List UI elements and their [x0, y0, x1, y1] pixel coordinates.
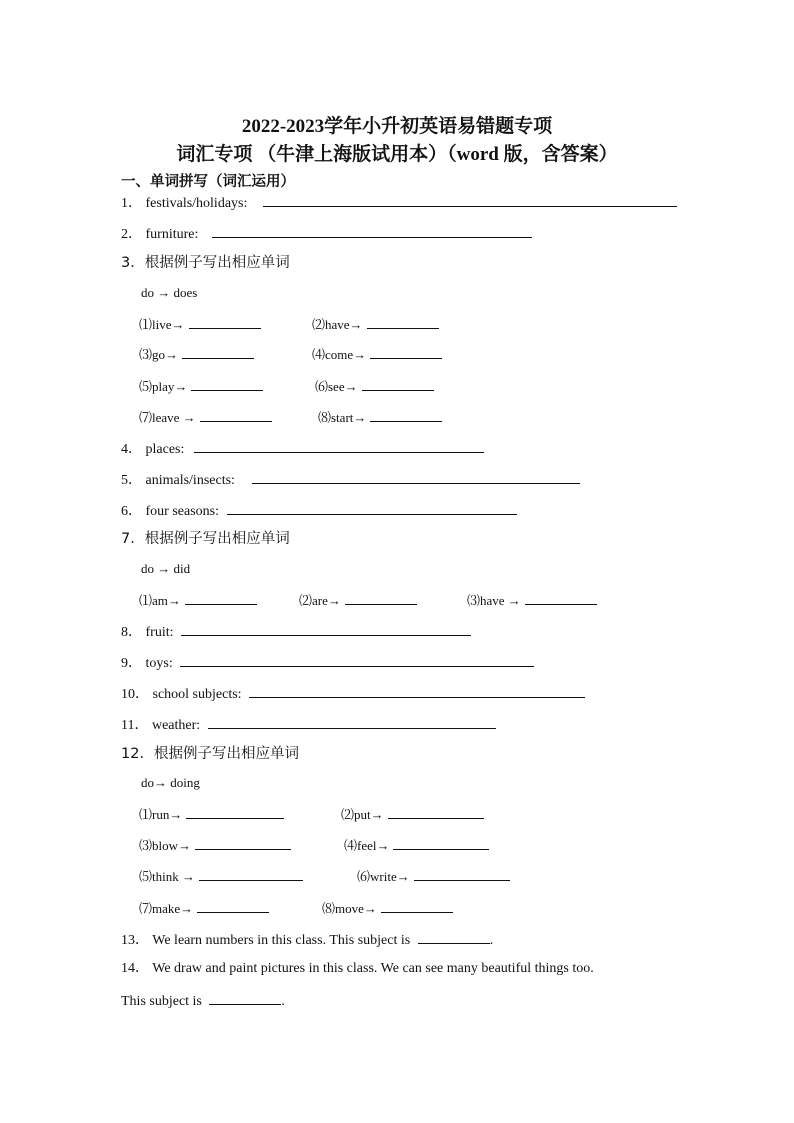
question-prompt: school subjects: — [152, 687, 242, 702]
question-number: 3． — [121, 255, 145, 271]
question-prompt: fruit: — [145, 625, 174, 640]
answer-blank[interactable] — [194, 438, 484, 453]
answer-blank[interactable] — [186, 804, 284, 819]
sub-item — [139, 590, 257, 609]
answer-blank[interactable] — [345, 590, 417, 605]
sub-item-label: ⑶go→ — [139, 347, 179, 362]
sub-item-label: ⑺make→ — [139, 901, 194, 916]
question-prompt: places: — [145, 442, 185, 457]
question-5 — [121, 469, 580, 490]
sub-item-label: ⑹write→ — [357, 869, 410, 884]
sub-item-label: ⑵are→ — [299, 593, 341, 608]
page-title: 2022-2023学年小升初英语易错题专项 — [241, 116, 553, 137]
sub-item-label: ⑶blow→ — [139, 838, 192, 853]
sub-item — [139, 866, 303, 885]
answer-blank[interactable] — [212, 223, 532, 238]
sub-item-label: ⑷come→ — [312, 347, 367, 362]
question-14 — [121, 960, 594, 978]
example: do → did — [141, 561, 191, 576]
answer-blank[interactable] — [209, 990, 281, 1005]
question-8 — [121, 621, 471, 642]
answer-blank[interactable] — [208, 714, 496, 729]
question-number: 5． — [121, 473, 142, 488]
answer-blank[interactable] — [370, 407, 442, 422]
question-prompt-continued: This subject is — [121, 994, 202, 1009]
question-2 — [121, 223, 532, 244]
sub-item-label: ⑵put→ — [341, 807, 384, 822]
sub-item — [341, 804, 484, 823]
answer-blank[interactable] — [263, 192, 677, 207]
sub-item — [139, 376, 263, 395]
question-number: 13． — [121, 933, 149, 948]
question-9 — [121, 652, 534, 673]
answer-blank[interactable] — [185, 590, 257, 605]
sub-item — [312, 344, 442, 363]
answer-blank[interactable] — [362, 376, 434, 391]
sentence-end: . — [281, 994, 285, 1009]
question-number: 6． — [121, 504, 142, 519]
question-6 — [121, 500, 517, 521]
question-number: 9． — [121, 656, 142, 671]
question-number: 2． — [121, 227, 142, 242]
answer-blank[interactable] — [180, 652, 534, 667]
page-subtitle: 词汇专项 （牛津上海版试用本）（word 版，含答案） — [176, 144, 618, 165]
question-number: 11． — [121, 718, 149, 733]
question-number: 4． — [121, 442, 142, 457]
question-prompt: toys: — [145, 656, 173, 671]
question-number: 7． — [121, 531, 145, 547]
question-7 — [121, 530, 290, 548]
answer-blank[interactable] — [414, 866, 510, 881]
question-number: 8． — [121, 625, 142, 640]
answer-blank[interactable] — [189, 314, 261, 329]
question-number: 10． — [121, 687, 149, 702]
question-prompt: We draw and paint pictures in this class. We can see many beautiful things too. — [152, 961, 594, 976]
question-prompt: furniture: — [145, 227, 199, 242]
sub-item-label: ⑺leave → — [139, 410, 196, 425]
answer-blank[interactable] — [181, 621, 471, 636]
sub-item-label: ⑷feel→ — [344, 838, 390, 853]
question-prompt: weather: — [151, 718, 201, 733]
question-12 — [121, 745, 299, 763]
question-prompt: animals/insects: — [145, 473, 235, 488]
sub-item — [139, 344, 254, 363]
sub-item — [139, 314, 261, 333]
answer-blank[interactable] — [197, 898, 269, 913]
sub-item — [312, 314, 439, 333]
sub-item — [139, 804, 284, 823]
sub-item-label: ⑻start→ — [318, 410, 367, 425]
sub-item — [467, 590, 597, 609]
sub-item-label: ⑵have→ — [312, 317, 363, 332]
sub-item — [315, 376, 434, 395]
answer-blank[interactable] — [249, 683, 585, 698]
answer-blank[interactable] — [199, 866, 303, 881]
section-heading: 一、单词拼写（词汇运用） — [121, 174, 295, 190]
answer-blank[interactable] — [227, 500, 517, 515]
sub-item — [344, 835, 489, 854]
question-4 — [121, 438, 484, 459]
question-number: 14． — [121, 961, 149, 976]
question-prompt: four seasons: — [145, 504, 219, 519]
example: do → does — [141, 285, 198, 300]
question-10 — [121, 683, 585, 704]
question-number: 12． — [121, 746, 154, 762]
question-prompt: 根据例子写出相应单词 — [153, 746, 299, 762]
sub-item — [318, 407, 442, 426]
sentence-end: . — [489, 933, 494, 948]
question-13 — [121, 929, 493, 950]
answer-blank[interactable] — [381, 898, 453, 913]
sub-item — [139, 407, 272, 426]
question-3 — [121, 254, 290, 272]
answer-blank[interactable] — [418, 929, 490, 944]
sub-item — [139, 835, 291, 854]
question-prompt: 根据例子写出相应单词 — [144, 531, 290, 547]
question-11 — [121, 714, 496, 735]
sub-item-label: ⑴am→ — [139, 593, 181, 608]
question-prompt: festivals/holidays: — [145, 196, 248, 211]
example: do→ doing — [141, 775, 200, 790]
sub-item — [322, 898, 453, 917]
question-14-continued — [121, 990, 285, 1011]
answer-blank[interactable] — [252, 469, 580, 484]
sub-item-label: ⑹see→ — [315, 379, 358, 394]
answer-blank[interactable] — [388, 804, 484, 819]
answer-blank[interactable] — [182, 344, 254, 359]
sub-item-label: ⑶have → — [467, 593, 521, 608]
sub-item — [357, 866, 510, 885]
sub-item — [299, 590, 417, 609]
answer-blank[interactable] — [525, 590, 597, 605]
answer-blank[interactable] — [195, 835, 291, 850]
sub-item-label: ⑸play→ — [139, 379, 188, 394]
answer-blank[interactable] — [200, 407, 272, 422]
sub-item-label: ⑻move→ — [322, 901, 377, 916]
sub-item-label: ⑴live→ — [139, 317, 185, 332]
answer-blank[interactable] — [393, 835, 489, 850]
answer-blank[interactable] — [367, 314, 439, 329]
question-1 — [121, 192, 677, 213]
sub-item — [139, 898, 269, 917]
question-prompt: 根据例子写出相应单词 — [144, 255, 290, 271]
answer-blank[interactable] — [191, 376, 263, 391]
sub-item-label: ⑸think → — [139, 869, 195, 884]
answer-blank[interactable] — [370, 344, 442, 359]
question-number: 1． — [121, 196, 142, 211]
sub-item-label: ⑴run→ — [139, 807, 183, 822]
question-prompt: We learn numbers in this class. This subject is — [152, 933, 411, 948]
